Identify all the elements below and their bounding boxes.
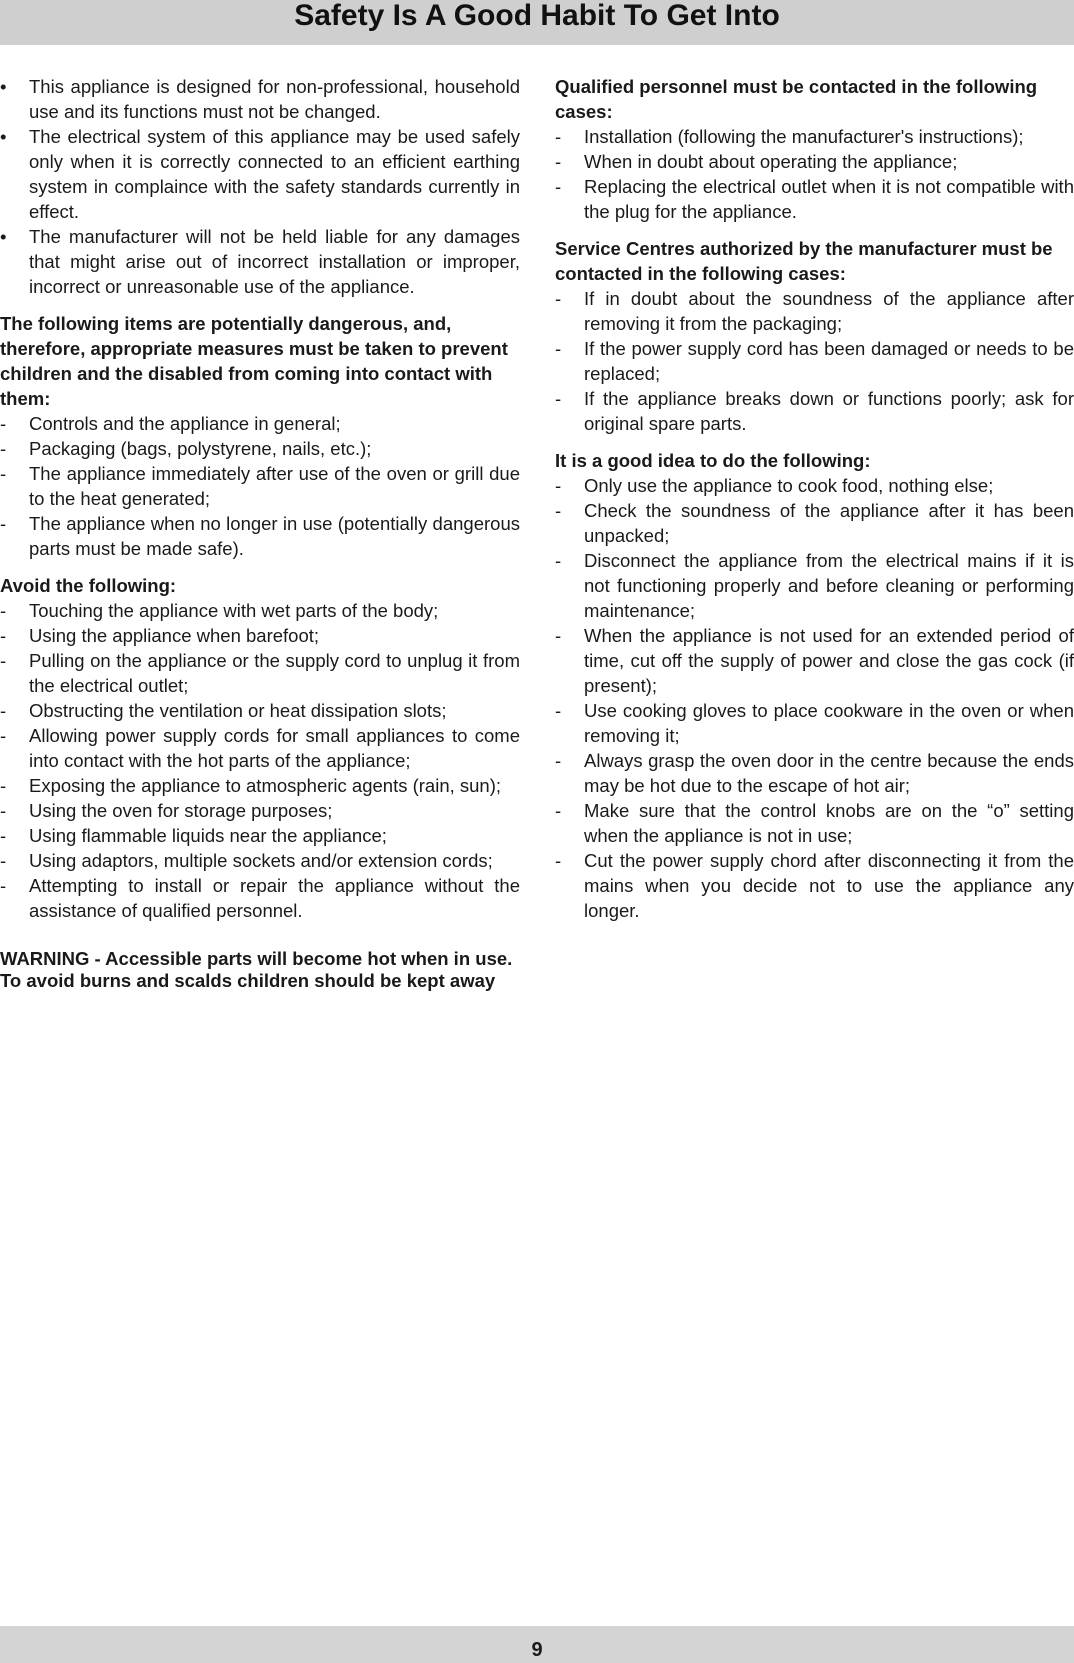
list-item: • The electrical system of this appliance may be used safely only when it is correctly connected to an efficient earthing system in complaince with the safety standards currently in effect. — [0, 126, 520, 222]
list-item: - Pulling on the appliance or the supply cord to unplug it from the electrical outlet; — [0, 650, 520, 696]
list-item: • The manufacturer will not be held liable for any damages that might arise out of incorrect installation or improper, incorrect or unreasonable use of the appliance. — [0, 226, 520, 297]
intro-list — [0, 74, 520, 299]
list-item: - Exposing the appliance to atmospheric agents (rain, sun); — [0, 775, 502, 796]
qualified-personnel-list — [555, 124, 1074, 224]
list-item: - Check the soundness of the appliance after it has been unpacked; — [555, 500, 1074, 546]
page-title: Safety Is A Good Habit To Get Into — [294, 0, 780, 32]
good-idea-heading: It is a good idea to do the following: — [555, 450, 871, 471]
list-item: - Use cooking gloves to place cookware in the oven or when removing it; — [555, 700, 1074, 746]
service-centres-heading: Service Centres authorized by the manufacturer must be contacted in the following cases: — [555, 238, 1053, 284]
list-item: - Packaging (bags, polystyrene, nails, etc.); — [0, 438, 372, 459]
list-item: - Attempting to install or repair the appliance without the assistance of qualified personnel. — [0, 875, 520, 921]
list-item: - If the power supply cord has been damaged or needs to be replaced; — [555, 338, 1074, 384]
list-item: - Using adaptors, multiple sockets and/or extension cords; — [0, 850, 493, 871]
good-idea-list — [555, 473, 1074, 923]
page-title-bar — [0, 0, 1074, 45]
list-item: • This appliance is designed for non-professional, household use and its functions must not be changed. — [0, 76, 520, 122]
list-item: - The appliance when no longer in use (potentially dangerous parts must be made safe). — [0, 513, 520, 559]
list-item: - Installation (following the manufacturer's instructions); — [555, 126, 1024, 147]
list-item: - When the appliance is not used for an extended period of time, cut off the supply of power and close the gas cock (if present); — [555, 625, 1074, 696]
list-item: - Replacing the electrical outlet when it is not compatible with the plug for the appliance. — [555, 176, 1074, 222]
left-column — [0, 74, 520, 992]
service-centres-list — [555, 286, 1074, 436]
list-item: - Touching the appliance with wet parts of the body; — [0, 600, 439, 621]
list-item: - Only use the appliance to cook food, nothing else; — [555, 475, 994, 496]
warning-text: WARNING - Accessible parts will become hot when in use. To avoid burns and scalds children should be kept away — [0, 948, 513, 991]
avoid-heading: Avoid the following: — [0, 575, 177, 596]
dangerous-items-list — [0, 411, 520, 561]
list-item: - Make sure that the control knobs are on the “o” setting when the appliance is not in use; — [555, 800, 1074, 846]
list-item: - If the appliance breaks down or functions poorly; ask for original spare parts. — [555, 388, 1074, 434]
list-item: - Controls and the appliance in general; — [0, 413, 341, 434]
list-item: - Using flammable liquids near the appliance; — [0, 825, 387, 846]
qualified-personnel-heading: Qualified personnel must be contacted in the following cases: — [555, 76, 1038, 122]
page-number: 9 — [531, 1639, 543, 1661]
avoid-list — [0, 598, 520, 923]
list-item: - If in doubt about the soundness of the appliance after removing it from the packaging; — [555, 288, 1074, 334]
page-footer — [0, 1626, 1074, 1663]
list-item: - Allowing power supply cords for small appliances to come into contact with the hot parts of the appliance; — [0, 725, 520, 771]
list-item: - Using the appliance when barefoot; — [0, 625, 320, 646]
list-item: - Cut the power supply chord after disconnecting it from the mains when you decide not to use the appliance any longer. — [555, 850, 1074, 921]
list-item: - Disconnect the appliance from the electrical mains if it is not functioning properly and before cleaning or performing maintenance; — [555, 550, 1074, 621]
list-item: - When in doubt about operating the appliance; — [555, 151, 958, 172]
right-column — [555, 74, 1074, 923]
dangerous-items-heading: The following items are potentially dangerous, and, therefore, appropriate measures must be taken to prevent children and the disabled from coming into contact with them: — [0, 313, 508, 409]
list-item: - Obstructing the ventilation or heat dissipation slots; — [0, 700, 447, 721]
list-item: - Always grasp the oven door in the centre because the ends may be hot due to the escape of hot air; — [555, 750, 1074, 796]
list-item: - The appliance immediately after use of the oven or grill due to the heat generated; — [0, 463, 520, 509]
list-item: - Using the oven for storage purposes; — [0, 800, 333, 821]
